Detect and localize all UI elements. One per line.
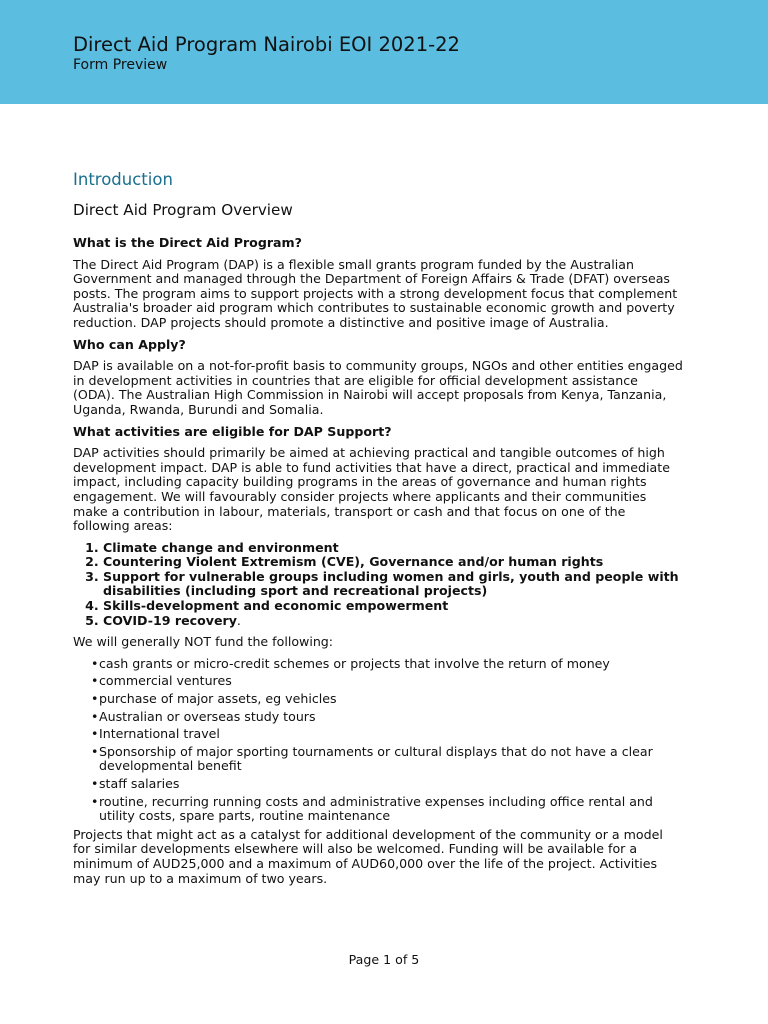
list-item: • International travel	[91, 726, 220, 742]
paragraph-who-can-apply: DAP is available on a not-for-profit basis to community groups, NGOs and other entities engaged in development activities in countries that are eligible for official development assistance (ODA). The Australian High Commission in Nairobi will accept proposals from Kenya, Tanzania, Uganda, Rwanda, Burundi and Somalia.	[73, 358, 683, 417]
list-item: • commercial ventures	[91, 673, 232, 689]
list-item: 1. Climate change and environment	[103, 541, 683, 556]
bullet-icon: •	[91, 673, 99, 689]
bullet-icon: •	[91, 708, 99, 724]
bullet-icon: •	[91, 793, 99, 809]
section-title: Introduction	[73, 170, 173, 189]
exclusions-list	[73, 657, 683, 824]
page-header	[0, 0, 768, 104]
focus-areas-list	[73, 541, 683, 629]
list-item: 3. Support for vulnerable groups including women and girls, youth and people with disabilities (including sport and recreational projects)	[103, 570, 683, 599]
paragraph-eligible-activities: DAP activities should primarily be aimed at achieving practical and tangible outcomes of high development impact. DAP is able to fund activities that have a direct, practical and immediate impact, including capacity building programs in the areas of governance and human rights engagement. We will favourably consider projects where applicants and their communities make a contribution in labour, materials, transport or cash and that focus on one of the following areas:	[73, 445, 670, 534]
form-title: Direct Aid Program Nairobi EOI 2021-22	[73, 33, 460, 56]
paragraph-what-is-dap: The Direct Aid Program (DAP) is a flexible small grants program funded by the Australian Government and managed through the Department of Foreign Affairs & Trade (DFAT) overseas posts. The program aims to support projects with a strong development focus that complement Australia's broader aid program which contributes to sustainable economic growth and poverty reduction. DAP projects should promote a distinctive and positive image of Australia.	[73, 256, 678, 330]
overview-title: Direct Aid Program Overview	[73, 201, 293, 219]
bullet-icon: •	[91, 655, 99, 671]
list-item: • Sponsorship of major sporting tournaments or cultural displays that do not have a clear developmental benefit	[91, 743, 653, 774]
list-item: 2. Countering Violent Extremism (CVE), Governance and/or human rights	[103, 555, 683, 570]
list-item: • purchase of major assets, eg vehicles	[91, 691, 337, 707]
list-item: • staff salaries	[91, 776, 180, 791]
list-item: 4. Skills-development and economic empowerment	[103, 599, 683, 614]
paragraph-funding: Projects that might act as a catalyst for additional development of the community or a model for similar developments elsewhere will also be welcomed. Funding will be available for a minimum of AUD25,000 and a maximum of AUD60,000 over the life of the project. Activities may run up to a maximum of two years.	[73, 826, 663, 886]
form-subtitle: Form Preview	[73, 57, 168, 73]
page-number: Page 1 of 5	[348, 952, 420, 967]
question-who-can-apply: Who can Apply?	[73, 336, 186, 352]
bullet-icon: •	[91, 743, 99, 759]
question-eligible-activities: What activities are eligible for DAP Support?	[73, 423, 392, 439]
not-fund-intro: We will generally NOT fund the following:	[73, 634, 334, 650]
bullet-icon: •	[91, 726, 99, 742]
list-item: 5. COVID-19 recovery.	[103, 614, 683, 629]
list-item: • routine, recurring running costs and administrative expenses including office rental and utility costs, spare parts, routine maintenance	[91, 793, 653, 824]
form-content	[73, 170, 683, 893]
question-what-is-dap: What is the Direct Aid Program?	[73, 235, 302, 250]
list-item: • Australian or overseas study tours	[91, 708, 316, 724]
bullet-icon: •	[91, 691, 99, 707]
bullet-icon: •	[91, 776, 99, 791]
list-item: • cash grants or micro-credit schemes or projects that involve the return of money	[91, 655, 610, 671]
